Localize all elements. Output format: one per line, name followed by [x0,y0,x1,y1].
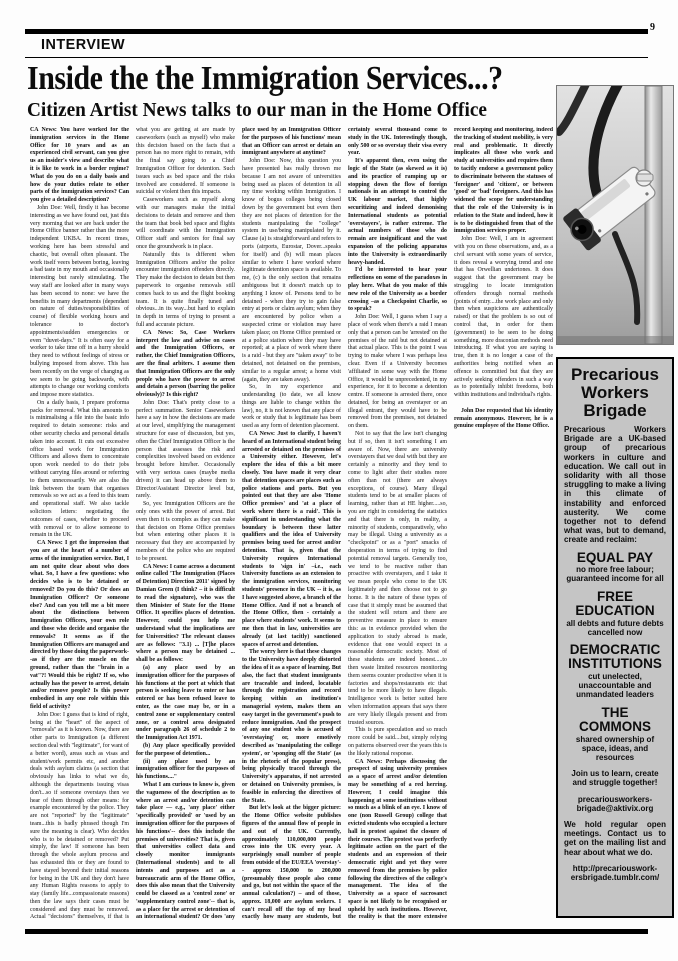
pwb-demand-desc: shared ownership of space, ideas, and resources [575,734,655,762]
pwb-demand-free-education [564,590,666,637]
subheadline: Citizen Artist News talks to our man in the Home Office [27,99,487,121]
article-paragraph: Caseworkers such as myself along with our managers make the initial decisions to detain and remove and then the team that book bed space and flights will coordinate with the Immigration Officer staff and seniors for final say once the groundwork is in place. [136,197,235,250]
pwb-email-text: precariousworkers-brigade@aktivix.org [576,794,654,813]
top-rule [25,29,648,34]
pwb-demand-desc: all debts and future debts cancelled now [566,618,664,637]
pwb-url-text: http://precariouswork-ersbrigade.tumblr.com/ [570,863,660,882]
pwb-demand-the-commons [564,706,666,763]
pwb-demand-title: THE COMMONS [579,704,651,735]
article-paragraph: CA News: You have worked for the immigration services in the Home Office for 10 years and as an experienced civil servant, can you give us an insider's view and describe what it is like to work in a border regime? What do you do on a daily basis and how do your duties relate to other parts of the immigration services? Can you give a detailed description? [30,127,129,204]
article-paragraph: John Doe: Well, firstly it has become interesting as we have found out, just this very morning that we are back under the Home Office banner rather than the more independent UKBA. In recent times, working here has been stressful and chaotic, but overall often pleasant. The work itself veers between boring, leaving a bad taste in my mouth and occasionally interesting but rarely stimulating. The way staff are looked after in many ways has been second to none: we have the benefits in many departments (dependant on nature of duties/responsibilities of course) of flexible working hours and tolerance to doctor's appointments/sudden emergencies or even "duvet-days." It is often easy for a worker to take time off in a hurry should they need to without feelings of stress or bullying imposed from above. This has been recently on the verge of changing as we seem to be going backwards, with attempts to change our working comforts and impose more statistics. [30,204,129,399]
pwb-demand-title: DEMOCRATIC INSTITUTIONS [568,641,662,672]
bottom-rule [25,929,648,934]
article-paragraph: On a daily basis, I prepare proforma packs for removal. What this amounts to is minimalising a file into the basic info required to detain someone: risks and other security checks and personal details taken into account. It cuts out excessive office based work for Immigration Officers and allows them to concentrate upon work needed to do their jobs without carrying files around or referring to them unnecessarily. We are also the link between the team that organises removals so we act as a feed to this team and operational staff. We also tackle solicitors letters: negotiating the outcomes of cases, whether to proceed with removal or to allow someone to remain in the UK. [30,399,129,539]
article-paragraph: CA News: Perhaps discussing the prospect of using university premises as a space of arrest and/or detention may be something of a red herring. However, I could imagine this happening at some institutions without so much as a blink of an eye. I know of one (non Russell Group) college that evicted students who occupied a lecture hall in protest against the closure of their courses. The protest was perfectly legitimate action on the part of the students and an expression of their democratic right and yet they were removed from the premises by police following the directives of the college's management. The idea of the University as a space of sacrosanct space is not likely to be recognised or upheld by such institutions. However, the reality is that the more extensive record keeping and monitoring, indeed the tracking of student mobility, is very real and problematic. It directly implicates all those who work and study at universities and requires them to tacitly endorse a government policy to discriminate between the statuses of 'foreigner' and 'citizen', or between 'good' or 'bad' foreigners. And this has widened the scope for understanding that the role of the University is in relation to the State and indeed, how it is to be distinguished from that of the immigration services proper. [348,127,553,921]
article-paragraph: John Doe: That's pretty close to a perfect summation. Senior Caseworkers have a say in how the decisions are made at our level, simplifying the management structure for ease of discussion, but yes, often the Chief Immigration Officer is the person that assesses the risk and complexities involved based on evidence brought before him/her. Occasionally with very serious cases (maybe media driven) it can head up above them to Director/Assistant Director level but, rarely. [136,399,235,500]
article-paragraph: John Doe requested that his identity remain anonymous. However, he is a genuine employee of the Home Office. [454,407,553,430]
article-paragraph: I'd be interested to hear your reflections on some of the paradoxes in play here. What do you make of this new role of the University as a border crossing –as a Checkpoint Charlie, so to sprak? [348,267,447,313]
article-paragraph: (a) any place used by an immigration officer for the purposes of his functions at the port at which that person is seeking leave to enter or has entered or has been refused leave to enter, as the case may be, or in a control zone or supplementary control zone, or a control area designated under paragraph 26 of schedule 2 to the Immigration Act 1971. [136,664,235,742]
article-paragraph: This is pure speculation and so much more could be said....but, simply relying on patterns observed over the years this is the likely rational response. [348,727,447,757]
article-paragraph: So, yes: Immigration Officers are the only ones with the power of arrest. But even then it is complex as they can make that decision on Home Office premises but when entering other places it is necessary that they are accompanied by members of the police who are required to be present. [136,501,235,562]
precarious-workers-brigade-box [556,357,674,918]
article-paragraph: CA News: I came across a document online called 'The Immigration (Places of Detention) Direction 2011' signed by Damian Green (I think? – it is difficult to read the signature), who was the then Minister of State for the Home Office. It specifies places of detention. However, could you help me understand what the implications are for Universities? The relevant clauses are as follows: "3.1) ... [T]he places where a person may be detained ... shall be as follows: [136,563,235,664]
pwb-meetings-text: We hold regular open meetings. Contact us to get on the mailing list and hear about what we do. [564,819,666,857]
page-number: 9 [650,22,655,33]
pwb-demand-desc: no more free labour; guaranteed income for all [566,565,664,584]
article-paragraph: So, in my experience and understanding (to date, we all know things are liable to change within the law), no, it is not known that any place of work or study that is legitimate has been used as any form of detention placement. [242,384,341,430]
article-paragraph: What I am curious to know is, given the vagueness of the description as to where an arrest and/or detention can take place — e.g., 'any place' either 'specifically provided' or 'used by an immigration officer for the purposes of his functions'-- does this include the premises of universities? That is, given that universities collect data and closely monitor immigrants (International students) and to all intents and purposes act as a bureaucratic arm of the Home Office, does this also mean that the University could be classed as a 'control zone' or 'supplementary control zone'-- that is, as a place for the arrest or detention of an international student? Or does 'any place used by an Immigration Officer for the purposes of his functions' mean that an Officer can arrest or detain an immigrant anywhere at anytime? [136,127,341,921]
pwb-demand-title: FREE EDUCATION [575,588,655,619]
pwb-demand-title: EQUAL PAY [576,549,654,565]
header-thin-rule [25,57,648,58]
cctv-camera-illustration [557,86,673,344]
article-paragraph: CA News: Just to clarify, I haven't heard of an International student being arrested or detained on the premises of a University either. However, let's explore the idea of this a bit more closely. You have made it very clear that detention spaces are places such as police stations and ports. But you pointed out that they are also 'Home Office premises' and 'at a place of work where there is a raid'. This is significant in understanding what the boundary is between these latter qualifiers and the idea of University premises being used for arrest and/or detention. That is, given that the University requires International students to 'sign in' –i.e., each University functions as an extension to the immigration services, monitoring students' presence in the UK -- it is, as I have suggested above, a branch of the Home Office. And if not a branch of the Home Office, then - certainly a place where students' work. It seems to me then that in law, universities are already (at last tacitly) sanctioned spaces of arrest and detention. [242,431,342,648]
article-paragraph: CA News: So, Case Workers interpret the law and advise on cases and the Immigration Officers, or rather, the Chief Immigration Officers, are the final arbiters. I assume then that Immigration Officers are the only people who have the power to arrest and detain a person (barring the police obviously)? Is this right? [136,329,235,399]
article-paragraph: But let's look at the bigger picture: the Home Office website publishes figures of the annual flow of people in and out of the UK. Currently, approximately 110,000,000 people cross into the UK every year. A surprisingly small number of people from outside of the EU/EEA 'overstay'-- approx 150,000 to 200,000 (presumably these people also come and go, but not within the space of the annual calculation?) – and of those, approx. 18,000 are asylum seekers. I can't recall off the top of my head exactly how many are students, but certainly several thousand come to study in the UK. Interestingly though, only 500 or so overstay their visa every year. [242,127,447,921]
article-paragraph: The worry here is that these changes to the University have deeply distorted the idea of it as a space of learning. But also, the fact that student immigrants are traceable and indeed, locatable through the registration and record keeping within an institution's managerial system, makes them an easy target in the government's push to reduce immigration. And the prospect of any one student who is accused of 'overstaying' or, more emotively described as 'manipulating the college system', or 'sponging off the State' (as in the rhetoric of the popular press), being physically traced through the University's apparatus, if not arrested or detained on University premises, is feasible in enforcing the directives of the State. [242,649,341,804]
article-paragraph: It's apparent then, even using the logic of the State (as skewed as it is) and its practice of ramping up or stopping down the flow of foreign nationals in an attempt to control the UK labour market, that highly securitizing and indeed demonising International students as potential 'overstayers', is rather extreme. The actual numbers of those who do remain are insignificant and the vast expansion of the policing apparatus into the University is extraordinarily heavy-handed. [348,158,447,266]
pwb-demand-equal-pay [564,551,666,584]
pwb-title: Precarious Workers Brigade [571,365,659,420]
article-paragraph: CA News: I get the impression that you are at the heart of a number of arms of the immigration service. But, I am not quite clear about who does what. So, I have a few questions: who decides who is to be detained or removed? Do you do this? Or does an Immigration Officer? Or someone else? And can you tell me a bit more about the distinctions between Immigration Officers, your own role and those who decide and organise the removals? It seems as if the Immigration Officers are managed and directed by those doing the paperwork--as if they are the muscle on the ground, rather than the "brain in a vat"?! Would this be right? If so, who actually has the power to arrest, detain and/or remove people? Is this power embodied in any one role within this field of activity? [30,540,129,710]
pwb-demand-desc: cut unelected, unaccountable and unmandated leaders [576,671,654,700]
article-paragraph: (ii) any place used by an immigration officer for the purposes of his functions...." [136,758,235,781]
pwb-intro: Precarious Workers Brigade are a UK-based group of precarious workers in culture and education. We call out in solidarity with all those struggling to make a living in this climate of instability and enforced austerity. We come together not to defend what was, but to demand, create and reclaim: [564,425,666,545]
pwb-demand-democratic-institutions [564,643,666,700]
article-paragraph: John Doe: Now, this question you have presented has really thrown me because I am not aware of universities being used as places of detention in all my time working within Immigration. I know of bogus colleges being closed down by the government but even then they are not places of detention for the students manipulating the "college" system in use/being manipulated by it. Clause (a) is straightforward and refers to ports (airports, Eurostar, Dover...speaks for itself) and (b) will mean places similar to where I have worked where legitimate detention space is available. To me, (c) is the only section that remains ambiguous but it doesn't match up to anything I know of. Persons tend to be detained - when they try to gain false entry at ports or claim asylum; when they are encountered by police when a suspected crime or violation may have taken place; on Home Office premised or at a police station where they may have reported; at a place of work where there is a raid - but they are "taken away" to be detained, not detained on the premises, similar to a regular arrest; a home visit (again, they are taken away). [242,158,341,383]
article-paragraph: (b) Any place specifically provided for the purpose of detention... [136,742,235,757]
headline: Inside the the Immigration Services...? [27,60,503,97]
article-paragraph: Naturally this is different when Immigration Officers and/or the police encounter immigration offenders directly. They make the decision to detain but then paperwork to organise removals still comes back to us and the flight booking team. It is quite finally tuned and obvious...in its way...but hard to explain in depth in terms of trying to present a full and accurate picture. [136,251,235,328]
pwb-join-text: Join us to learn, create and struggle together! [571,769,659,788]
section-label: INTERVIEW [41,36,126,53]
article-paragraph: John Doe: I guess that is kind of right, being at the "heart" of the aspect of "removals" as it is known. Now, there are other parts to Immigration (a different section deal with "legitimate", for want of a better word), areas such as visas and student/work permits etc, and another deals with asylum claims (a section that obviously has links to what we do, although the departments issuing visas don't...so if someone overstays then we hear of them through other means: for example encountered by the police. They are not "reported" by the "legitimate" team...this is badly phrased though I'm sure the meaning is clear). Who decides who is to be detained or removed? Put simply, the law! If someone has been through the whole asylum process and has exhausted this or they are found to have stayed beyond their initial reasons for being in the UK and they don't have any Human Rights reasons to apply to stay (family life...compassionate reasons) then the law says their cases must be considered and they must be removed. Actual "decisions" themselves, if that is what you are getting at are made by caseworkers (such as myself) who make this decision based on the facts that a person has no more right to remain, with the final say going to a Chief Immigration Officer for detention. Such issues such as bed space and the risks involved are considered. If someone is suicidal or violent then this impacts. [30,127,235,921]
article-body [30,127,553,928]
article-paragraph: John Doe: Well, I am in agreement with you on these observations, and, as a civil servant with some years of service, it does reveal a worrying trend and one that has Orwellian undertones. It does suggest that the government may be struggling to locate immigration offenders through normal methods (points of entry....the work place and only then when suspicions are authentically raised) or that the problem is so out of control that, in order for them (government) to be seen to be doing something, more draconian methods need introducing. If what you are saying is true, then it is no longer a case of the authorities being notified when an offence is committed but that they are actively seeking offenders in such a way as to potentially inhibit freedoms, both within institutions and individual's rights. [454,236,553,399]
cctv-camera-photo [556,85,674,345]
article-paragraph: Not to say that the law isn't changing but if so, then it isn't something I am aware of. Now, there are university overstayers that we deal with but they are certainly a minority and they tend to come to light after their studies more often than not (there are always exceptions, of course). Many illegal students tend to be at smaller places of learning, rather than at HE higher.....so, you are right in considering the statistics and that there is only, in reality, a minority of students, comparatively, who may be illegal. Using a university as a "checkpoint" or as a "port" smacks of desperation in terms of trying to find potential removal targets. Generally too, we tend to be reactive rather than proactive with overstayers, and I take it we mean people who come to the UK legitimately and then choose not to go home. It is the nature of these types of case that it simply must be assumed that the student will return and there are preventive measure in place to ensure this: as in evidence provided when the application to study abroad is made, evidence that one would expect in a reasonable democratic society. Most of these students are indeed honest.....to then waste limited resources monitoring them seems counter productive when it is factories and shops/restaurants etc that tend to be more likely to have illegals. Intelligence work is better suited here when information appears that says there are very likely illegals present and from trusted sources. [348,431,447,726]
article-paragraph: John Doe: Well, I guess when I say a place of work when there's a raid I mean only that a person can be 'arrested' on the premises of the raid but not detained at that actual place. This is the point I was trying to make where I was perhaps less clear. Even if a University becomes 'affiliated' in some way with the Home Office, it would be unprecedented, in my experience, for it to become a detention centre. If someone is arrested there, once detained, for being an overstayer or an illegal entrant, they would have to be removed from the premises, not detained on them. [348,314,447,430]
